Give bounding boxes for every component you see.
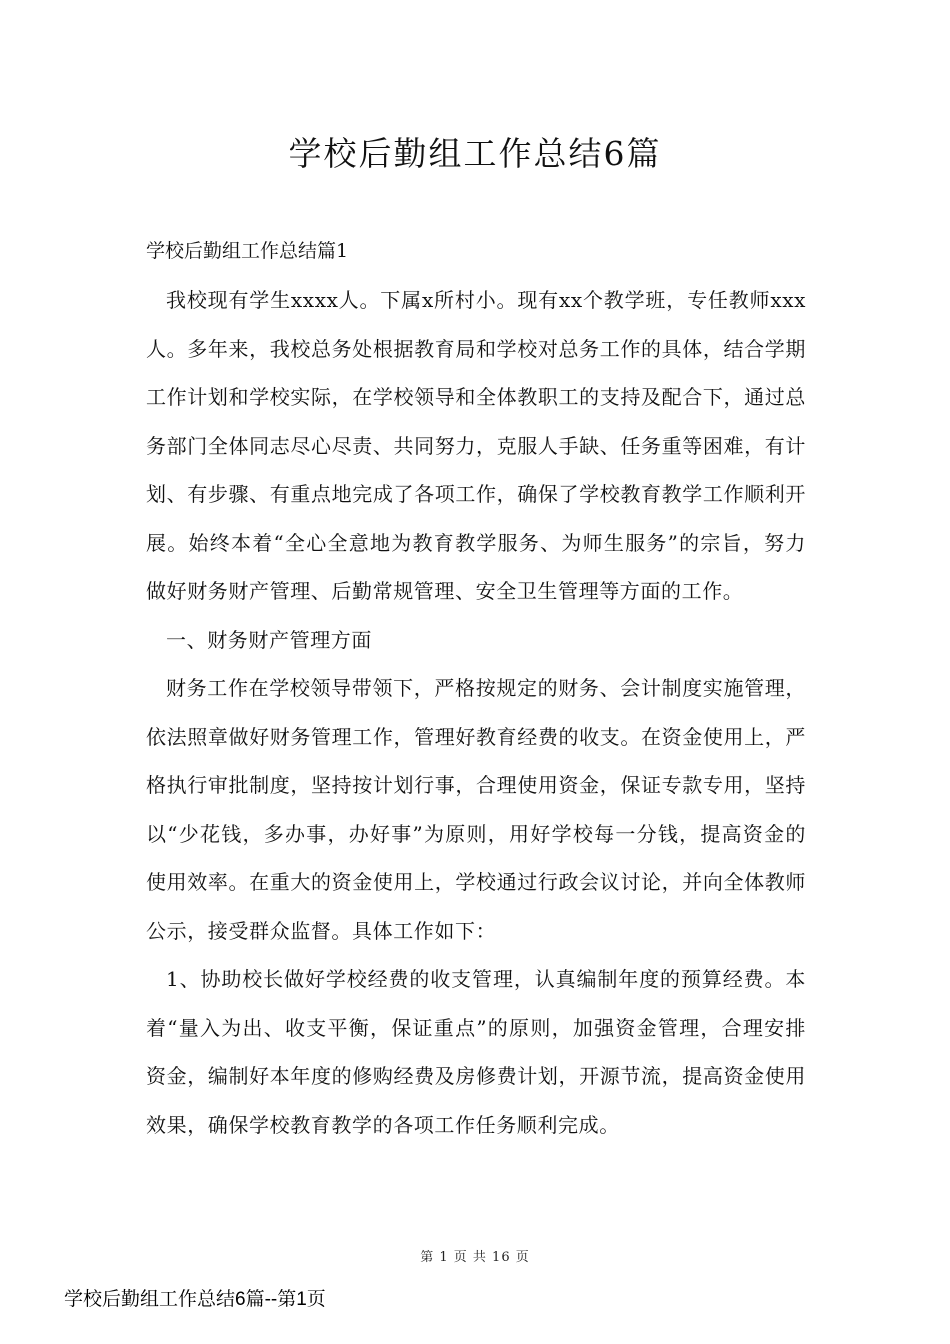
document-title: 学校后勤组工作总结6篇 xyxy=(288,134,662,173)
subheading-finance: 一、财务财产管理方面 xyxy=(166,627,372,652)
page-number-footer: 第 1 页 共 16 页 xyxy=(420,1250,530,1265)
bottom-caption: 学校后勤组工作总结6篇--第1页 xyxy=(64,1289,326,1310)
paragraph-finance: 财务工作在学校领导带领下，严格按规定的财务、会计制度实施管理，依法照章做好财务管理工作，管理好教育经费的收支。在资金使用上，严格执行审批制度，坚持按计划行事，合理使用资金，保证专款专用，坚持以“少花钱，多办事，办好事”为原则，用好学校每一分钱，提高资金的使用效率。在重大的资金使用上，学校通过行政会议讨论，并向全体教师公示，接受群众监督。具体工作如下： xyxy=(146,676,806,943)
paragraph-item-1: 1、协助校长做好学校经费的收支管理，认真编制年度的预算经费。本着“量入为出、收支平衡，保证重点”的原则，加强资金管理，合理安排资金，编制好本年度的修购经费及房修费计划，开源节流，提高资金使用效果，确保学校教育教学的各项工作任务顺利完成。 xyxy=(146,967,806,1137)
paragraph-intro: 我校现有学生xxxx人。下属x所村小。现有xx个教学班，专任教师xxx人。多年来，我校总务处根据教育局和学校对总务工作的具体，结合学期工作计划和学校实际，在学校领导和全体教职工的支持及配合下，通过总务部门全体同志尽心尽责、共同努力，克服人手缺、任务重等困难，有计划、有步骤、有重点地完成了各项工作，确保了学校教育教学工作顺利开展。始终本着“全心全意地为教育教学服务、为师生服务”的宗旨，努力做好财务财产管理、后勤常规管理、安全卫生管理等方面的工作。 xyxy=(146,288,806,603)
document-body xyxy=(146,276,806,1149)
section-heading: 学校后勤组工作总结篇1 xyxy=(146,240,349,262)
